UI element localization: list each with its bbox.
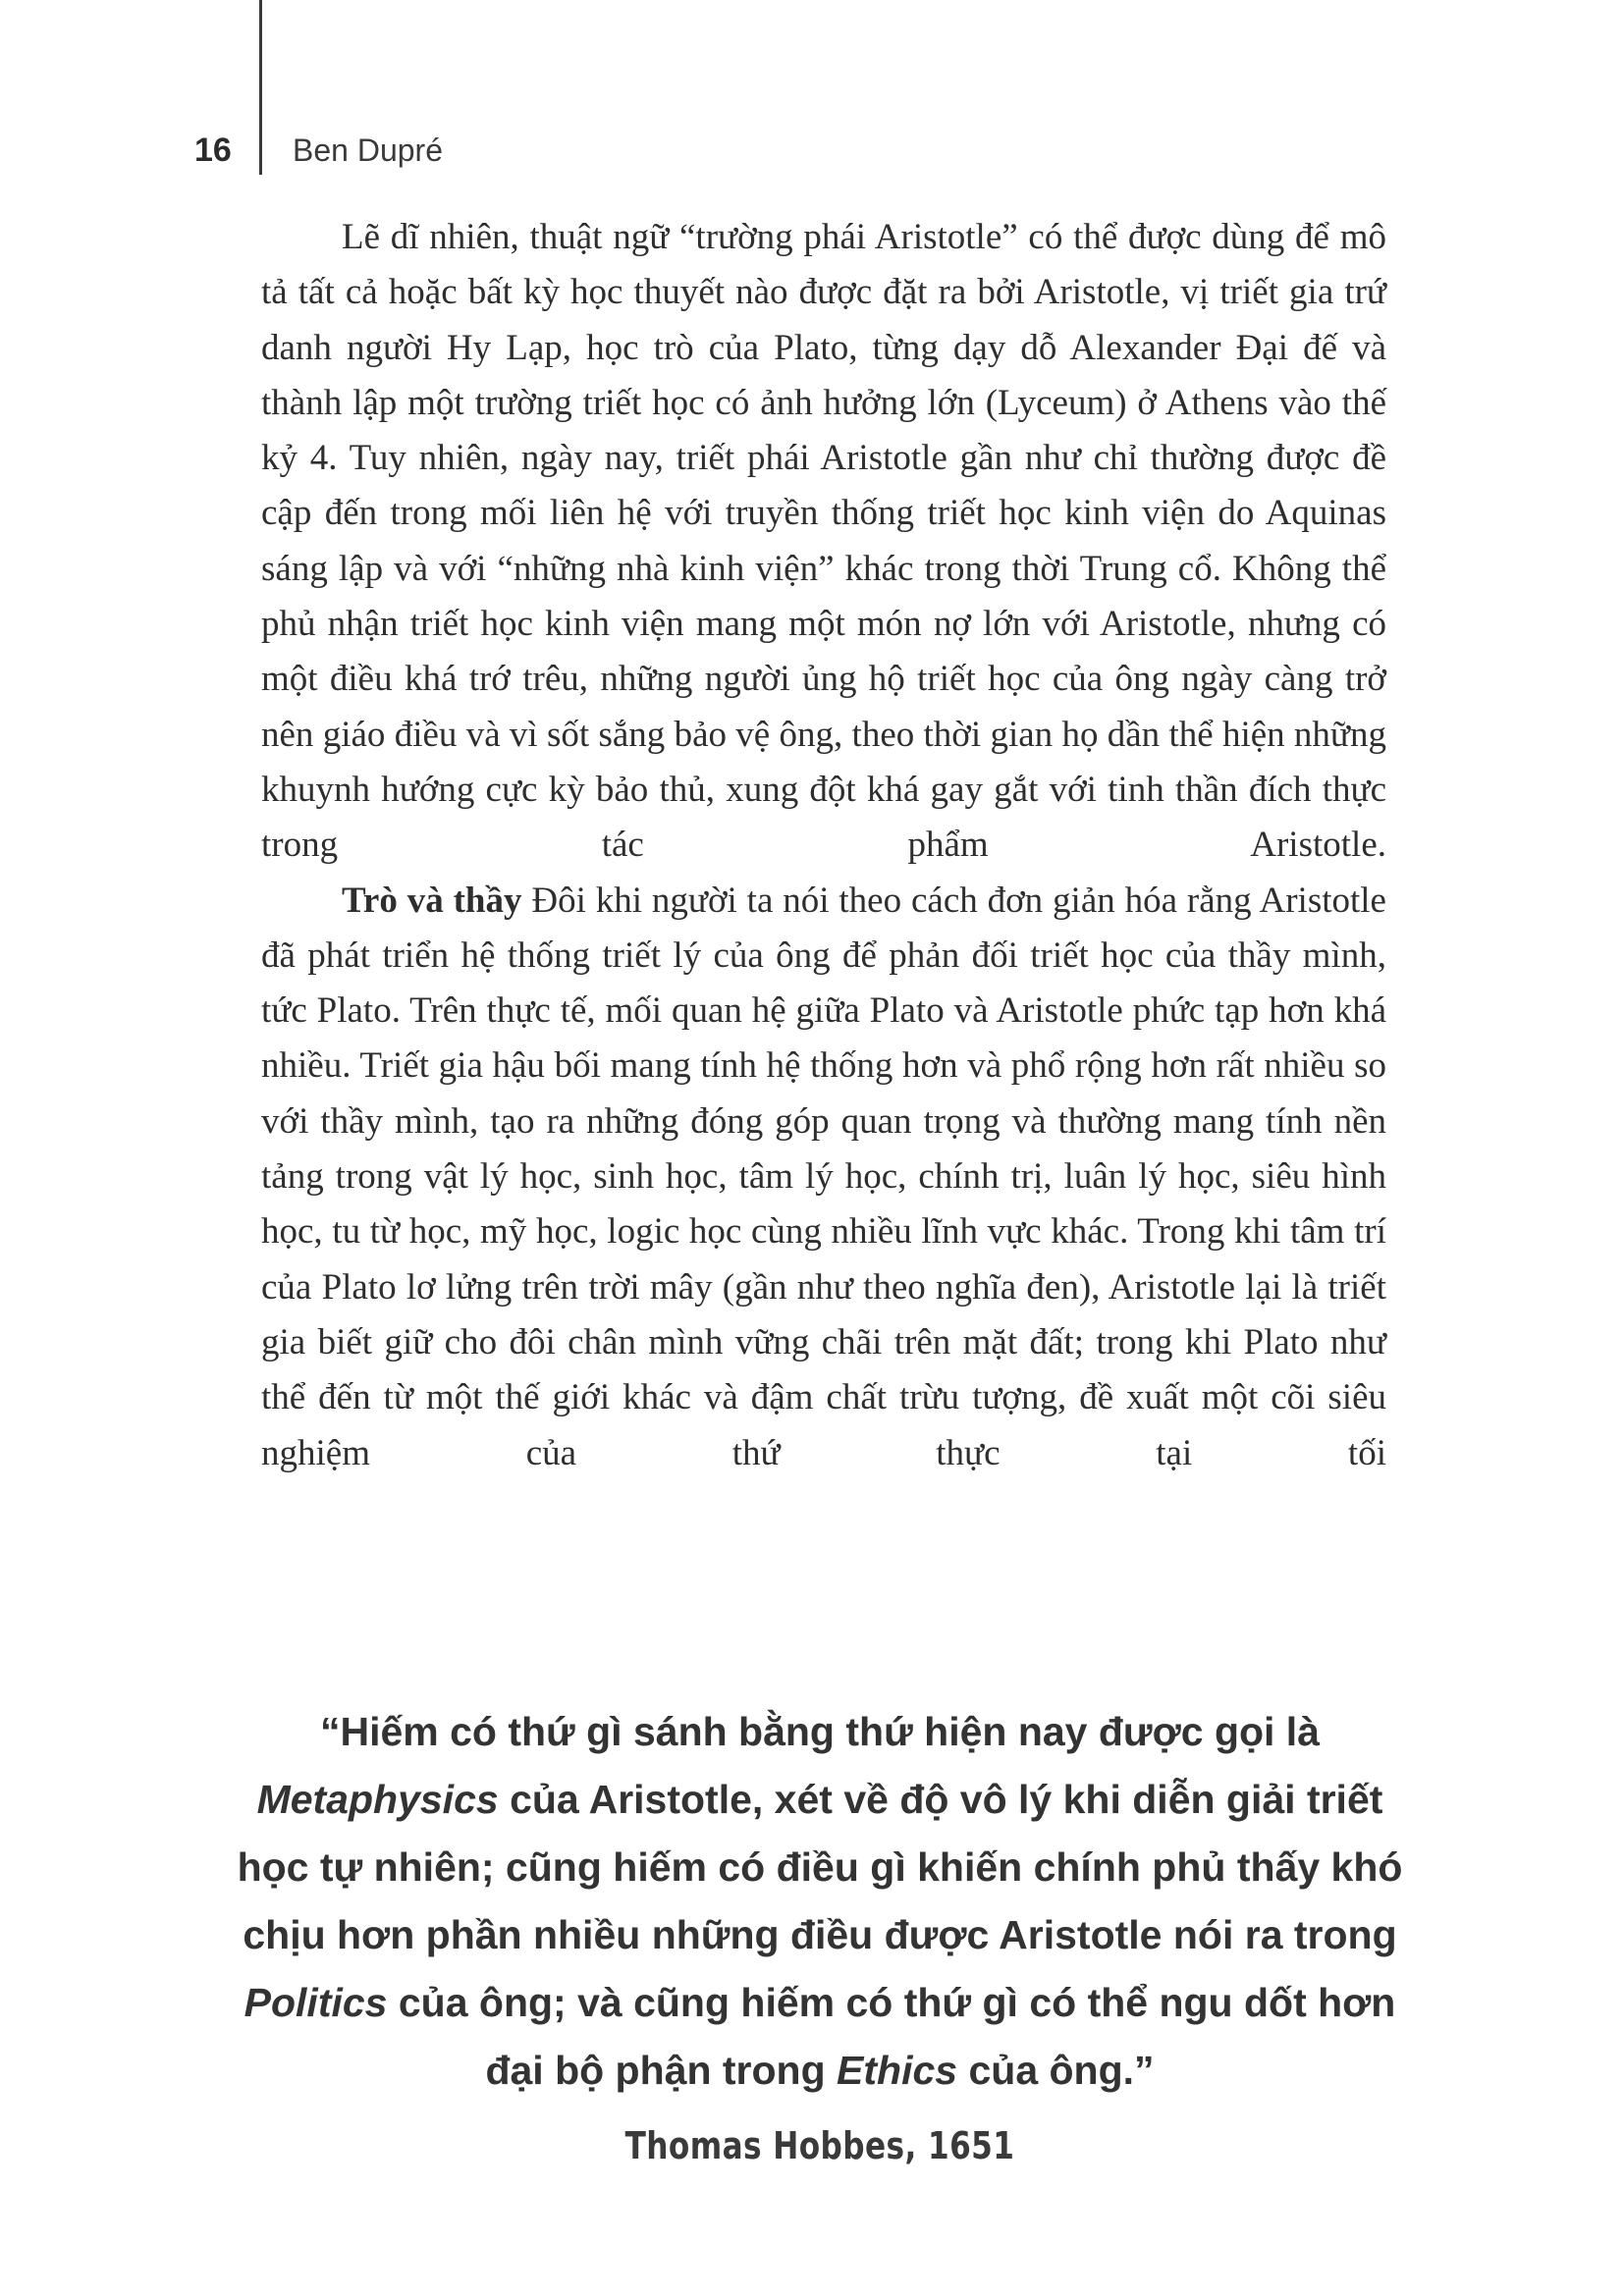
quote-attribution: Thomas Hobbes, 1651: [624, 2124, 1015, 2167]
running-header: [194, 126, 443, 175]
quote-text: “Hiếm có thứ gì sánh bằng thứ hiện nay được gọi là Metaphysics của Aristotle, xét về độ vô lý khi diễn giải triết học tự nhiên; cũng hiếm có điều gì khiến chính phủ thấy khó chịu hơn phần nhiều những điều được Aristotle nói ra trong Politics của ông; và cũng hiếm có thứ gì có thể ngu dốt hơn đại bộ phận trong Ethics của ông.”: [237, 1709, 1403, 2093]
body-text: [261, 210, 1386, 1481]
pull-quote: [236, 1698, 1404, 2167]
paragraph-text: Lẽ dĩ nhiên, thuật ngữ “trường phái Aristotle” có thể được dùng để mô tả tất cả hoặc bất kỳ học thuyết nào được đặt ra bởi Aristotle, vị triết gia trứ danh người Hy Lạp, học trò của Plato, từng dạy dỗ Alexander Đại đế và thành lập một trường triết học có ảnh hưởng lớn (Lyceum) ở Athens vào thế kỷ 4. Tuy nhiên, ngày nay, triết phái Aristotle gần như chỉ thường được đề cập đến trong mối liên hệ với truyền thống triết học kinh viện do Aquinas sáng lập và với “những nhà kinh viện” khác trong thời Trung cổ. Không thể phủ nhận triết học kinh viện mang một món nợ lớn với Aristotle, nhưng có một điều khá trớ trêu, những người ủng hộ triết học của ông ngày càng trở nên giáo điều và vì sốt sắng bảo vệ ông, theo thời gian họ dần thể hiện những khuynh hướng cực kỳ bảo thủ, xung đột khá gay gắt với tinh thần đích thực trong tác phẩm Aristotle.: [261, 217, 1386, 866]
paragraph: [261, 874, 1386, 1481]
book-title: Metaphysics: [256, 1777, 499, 1822]
paragraph-lead-in: Trò và thầy: [342, 880, 522, 921]
running-header-author: Ben Dupré: [293, 132, 443, 168]
book-title: Politics: [243, 1980, 388, 2025]
paragraph-text: Đôi khi người ta nói theo cách đơn giản hóa rằng Aristotle đã phát triển hệ thống triết lý của ông để phản đối triết học của thầy mình, tức Plato. Trên thực tế, mối quan hệ giữa Plato và Aristotle phức tạp hơn khá nhiều. Triết gia hậu bối mang tính hệ thống hơn và phổ rộng hơn rất nhiều so với thầy mình, tạo ra những đóng góp quan trọng và thường mang tính nền tảng trong vật lý học, sinh học, tâm lý học, chính trị, luân lý học, siêu hình học, tu từ học, mỹ học, logic học cùng nhiều lĩnh vực khác. Trong khi tâm trí của Plato lơ lửng trên trời mây (gần như theo nghĩa đen), Aristotle lại là triết gia biết giữ cho đôi chân mình vững chãi trên mặt đất; trong khi Plato như thể đến từ một thế giới khác và đậm chất trừu tượng, đề xuất một cõi siêu nghiệm của thứ thực tại tối: [261, 880, 1386, 1473]
paragraph: [261, 210, 1386, 874]
book-title: Ethics: [837, 2048, 958, 2093]
page-number: 16: [194, 131, 232, 169]
